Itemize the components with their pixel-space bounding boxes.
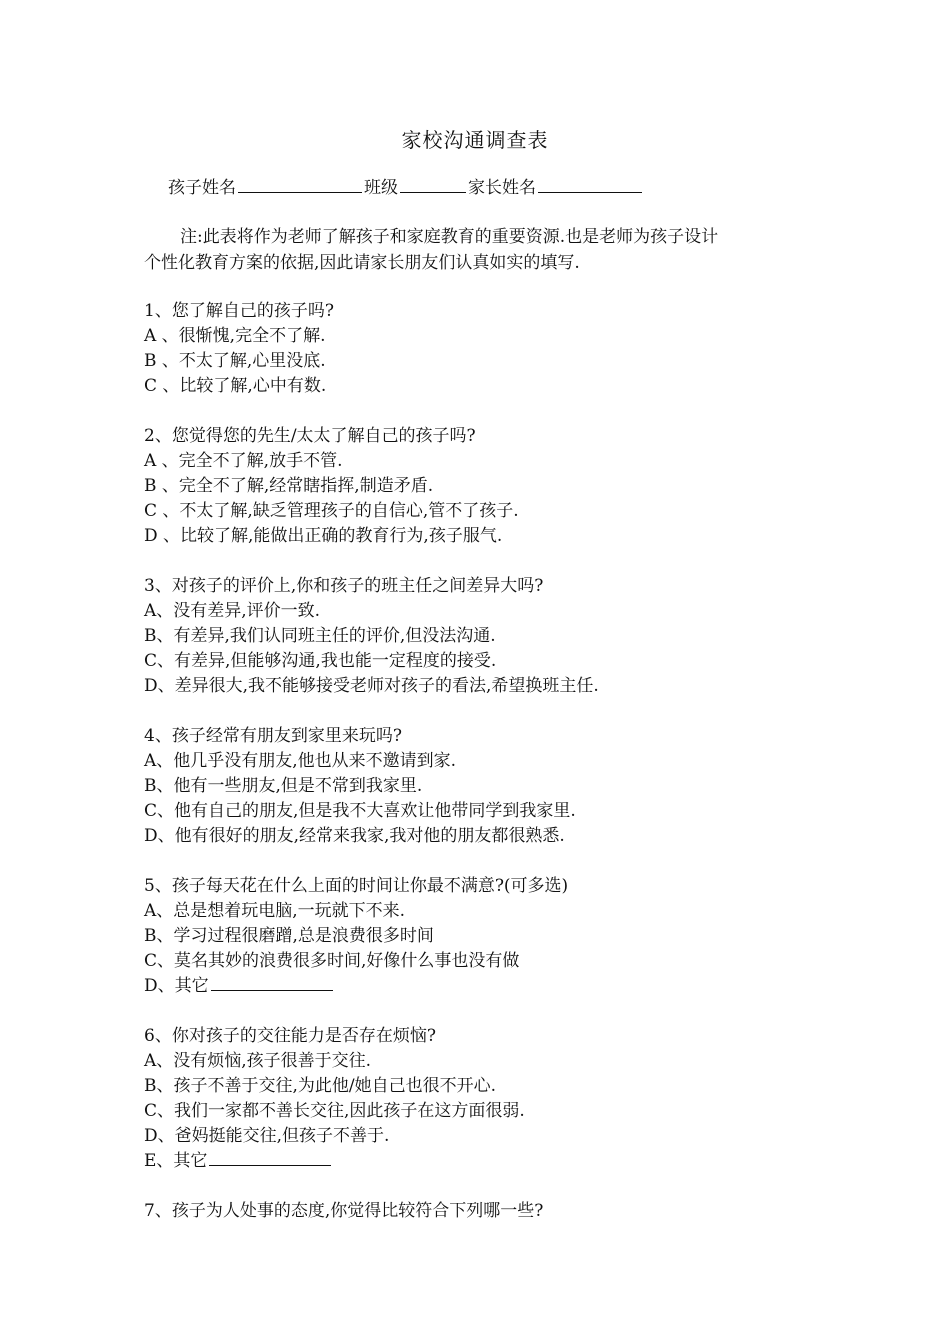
- question-text: 6、你对孩子的交往能力是否存在烦恼?: [144, 1026, 436, 1046]
- option-d-row: [144, 974, 824, 999]
- question-6: [144, 1024, 824, 1174]
- other-blank[interactable]: [209, 1149, 331, 1166]
- question-7: [144, 1199, 824, 1224]
- question-text: 2、您觉得您的先生/太太了解自己的孩子吗?: [144, 426, 476, 446]
- option-c[interactable]: C 、比较了解,心中有数.: [144, 376, 327, 396]
- option-b[interactable]: B、有差异,我们认同班主任的评价,但没法沟通.: [144, 626, 496, 646]
- option-c[interactable]: C 、不太了解,缺乏管理孩子的自信心,管不了孩子.: [144, 501, 519, 521]
- option-c[interactable]: C、莫名其妙的浪费很多时间,好像什么事也没有做: [144, 951, 520, 971]
- parent-name-blank[interactable]: [538, 174, 642, 193]
- option-b[interactable]: B、孩子不善于交往,为此他/她自己也很不开心.: [144, 1076, 497, 1096]
- option-c[interactable]: C、有差异,但能够沟通,我也能一定程度的接受.: [144, 651, 497, 671]
- option-b[interactable]: B、他有一些朋友,但是不常到我家里.: [144, 776, 423, 796]
- option-c[interactable]: C、我们一家都不善长交往,因此孩子在这方面很弱.: [144, 1101, 525, 1121]
- option-a[interactable]: A、没有差异,评价一致.: [144, 601, 321, 621]
- parent-name-label: 家长姓名: [468, 178, 536, 198]
- option-e-row: [144, 1149, 824, 1174]
- option-d[interactable]: D、差异很大,我不能够接受老师对孩子的看法,希望换班主任.: [144, 676, 599, 696]
- question-2: [144, 424, 824, 549]
- note: [144, 224, 814, 276]
- option-a[interactable]: A 、很惭愧,完全不了解.: [144, 326, 326, 346]
- info-line: [168, 174, 644, 200]
- child-name-blank[interactable]: [238, 174, 362, 193]
- option-d[interactable]: D、他有很好的朋友,经常来我家,我对他的朋友都很熟悉.: [144, 826, 565, 846]
- option-d[interactable]: D、爸妈挺能交往,但孩子不善于.: [144, 1126, 390, 1146]
- question-3: [144, 574, 824, 699]
- option-a[interactable]: A、他几乎没有朋友,他也从来不邀请到家.: [144, 751, 457, 771]
- other-blank[interactable]: [211, 974, 333, 991]
- page-title: 家校沟通调查表: [401, 128, 549, 152]
- option-a[interactable]: A、总是想着玩电脑,一玩就下不来.: [144, 901, 406, 921]
- option-a[interactable]: A、没有烦恼,孩子很善于交往.: [144, 1051, 372, 1071]
- question-list: [144, 299, 824, 1249]
- class-blank[interactable]: [400, 174, 466, 193]
- question-1: [144, 299, 824, 399]
- option-d[interactable]: D、其它: [144, 976, 209, 996]
- option-e[interactable]: E、其它: [144, 1151, 208, 1171]
- note-line-1: 注:此表将作为老师了解孩子和家庭教育的重要资源.也是老师为孩子设计: [180, 227, 719, 247]
- note-line-2: 个性化教育方案的依据,因此请家长朋友们认真如实的填写.: [144, 253, 580, 273]
- option-b[interactable]: B 、不太了解,心里没底.: [144, 351, 326, 371]
- question-text: 7、孩子为人处事的态度,你觉得比较符合下列哪一些?: [144, 1201, 544, 1221]
- option-b[interactable]: B、学习过程很磨蹭,总是浪费很多时间: [144, 926, 434, 946]
- question-5: [144, 874, 824, 999]
- question-text: 1、您了解自己的孩子吗?: [144, 301, 334, 321]
- question-text: 4、孩子经常有朋友到家里来玩吗?: [144, 726, 402, 746]
- question-text: 5、孩子每天花在什么上面的时间让你最不满意?(可多选): [144, 876, 569, 896]
- child-name-label: 孩子姓名: [168, 178, 236, 198]
- option-d[interactable]: D 、比较了解,能做出正确的教育行为,孩子服气.: [144, 526, 503, 546]
- class-label: 班级: [364, 178, 398, 198]
- question-4: [144, 724, 824, 849]
- option-b[interactable]: B 、完全不了解,经常瞎指挥,制造矛盾.: [144, 476, 434, 496]
- question-text: 3、对孩子的评价上,你和孩子的班主任之间差异大吗?: [144, 576, 544, 596]
- option-c[interactable]: C、他有自己的朋友,但是我不大喜欢让他带同学到我家里.: [144, 801, 576, 821]
- option-a[interactable]: A 、完全不了解,放手不管.: [144, 451, 343, 471]
